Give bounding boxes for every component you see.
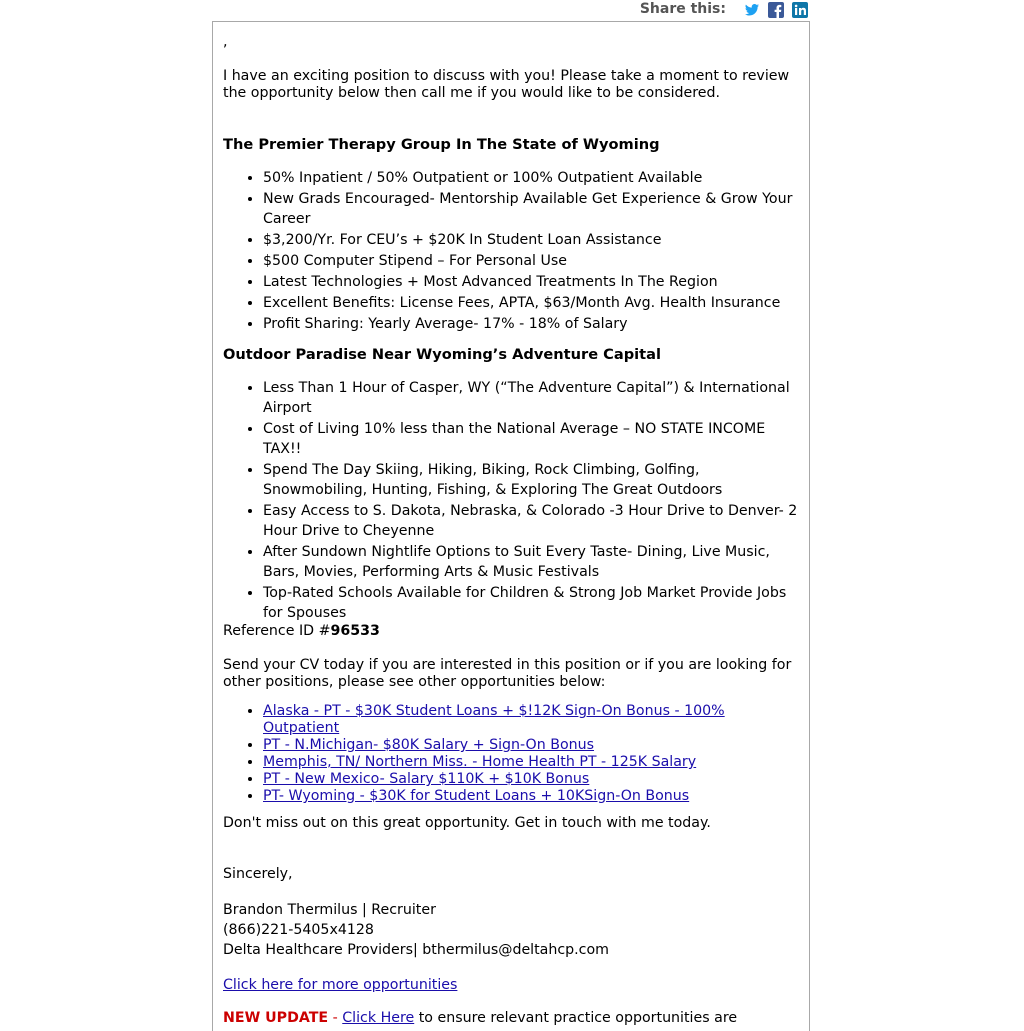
list-item: • Excellent Benefits: License Fees, APTA, $63/Month Avg. Health Insurance (263, 293, 803, 313)
list-item: • $3,200/Yr. For CEU’s + $20K In Student Loan Assistance (263, 230, 803, 250)
outdoor-benefits-list (223, 378, 803, 624)
reference-label: Reference ID # (223, 623, 331, 639)
list-item: • Latest Technologies + Most Advanced Treatments In The Region (263, 272, 803, 292)
more-opportunities-link[interactable]: Click here for more opportunities (223, 977, 458, 993)
list-item: • Less Than 1 Hour of Casper, WY (“The Adventure Capital”) & International Airport (263, 378, 803, 418)
update-click-here-link[interactable]: Click Here (342, 1010, 415, 1026)
signature-name-title: Brandon Thermilus | Recruiter (223, 902, 436, 918)
update-dash: - (328, 1010, 343, 1026)
list-item: • After Sundown Nightlife Options to Suit Every Taste- Dining, Live Music, Bars, Movies, Performing Arts & Music Festivals (263, 542, 803, 582)
therapy-benefits-list (223, 168, 803, 335)
linkedin-icon[interactable] (792, 2, 808, 18)
opportunities-list (223, 703, 803, 805)
list-item: • 50% Inpatient / 50% Outpatient or 100% Outpatient Available (263, 168, 803, 188)
twitter-icon[interactable] (744, 2, 760, 18)
opportunity-link-new-mexico[interactable]: PT - New Mexico- Salary $110K + $10K Bonus (263, 771, 590, 787)
send-cv-text: Send your CV today if you are interested in this position or if you are looking for other positions, please see other opportunities below: (223, 657, 792, 690)
dont-miss-text: Don't miss out on this great opportunity. Get in touch with me today. (223, 815, 711, 831)
email-card (212, 21, 810, 1031)
share-bar (212, 0, 812, 20)
list-item: • $500 Computer Stipend – For Personal Use (263, 251, 803, 271)
reference-number: 96533 (330, 623, 380, 639)
list-item: • New Grads Encouraged- Mentorship Available Get Experience & Grow Your Career (263, 189, 803, 229)
share-label: Share this: (639, 1, 726, 17)
list-item (263, 754, 803, 771)
opportunity-link-memphis[interactable]: Memphis, TN/ Northern Miss. - Home Health PT - 125K Salary (263, 754, 697, 770)
signature-company-email: Delta Healthcare Providers| bthermilus@deltahcp.com (223, 942, 609, 958)
signature-phone: (866)221-5405x4128 (223, 922, 374, 938)
facebook-icon[interactable] (768, 2, 784, 18)
list-item (263, 788, 803, 805)
opportunity-link-alaska[interactable]: Alaska - PT - $30K Student Loans + $!12K Sign-On Bonus - 100% Outpatient (263, 703, 725, 736)
list-item (263, 703, 803, 737)
list-item: • Cost of Living 10% less than the National Average – NO STATE INCOME TAX!! (263, 419, 803, 459)
list-item: • Easy Access to S. Dakota, Nebraska, & Colorado -3 Hour Drive to Denver- 2 Hour Drive to Cheyenne (263, 501, 803, 541)
list-item: • Top-Rated Schools Available for Children & Strong Job Market Provide Jobs for Spouses (263, 583, 803, 623)
update-rest-text: to ensure relevant practice opportunities are (414, 1010, 738, 1026)
update-paragraph (223, 1010, 737, 1027)
section-heading-outdoor-paradise: Outdoor Paradise Near Wyoming’s Adventure Capital (223, 346, 662, 363)
new-update-label: NEW UPDATE (223, 1010, 329, 1026)
more-opportunities-paragraph (223, 977, 457, 994)
reference-id (223, 623, 380, 640)
list-item: • Profit Sharing: Yearly Average- 17% - 18% of Salary (263, 314, 803, 334)
list-item (263, 771, 803, 788)
section-heading-therapy-group: The Premier Therapy Group In The State of Wyoming (223, 136, 660, 153)
signature (223, 900, 609, 960)
closing: Sincerely, (223, 866, 293, 882)
intro-text: I have an exciting position to discuss with you! Please take a moment to review the opportunity below then call me if you would like to be considered. (223, 68, 790, 101)
greeting: , (223, 34, 228, 50)
list-item: • Spend The Day Skiing, Hiking, Biking, Rock Climbing, Golfing, Snowmobiling, Hunting, Fishing, & Exploring The Great Outdoors (263, 460, 803, 500)
opportunity-link-michigan[interactable]: PT - N.Michigan- $80K Salary + Sign-On Bonus (263, 737, 595, 753)
opportunity-link-wyoming[interactable]: PT- Wyoming - $30K for Student Loans + 10KSign-On Bonus (263, 788, 690, 804)
list-item (263, 737, 803, 754)
